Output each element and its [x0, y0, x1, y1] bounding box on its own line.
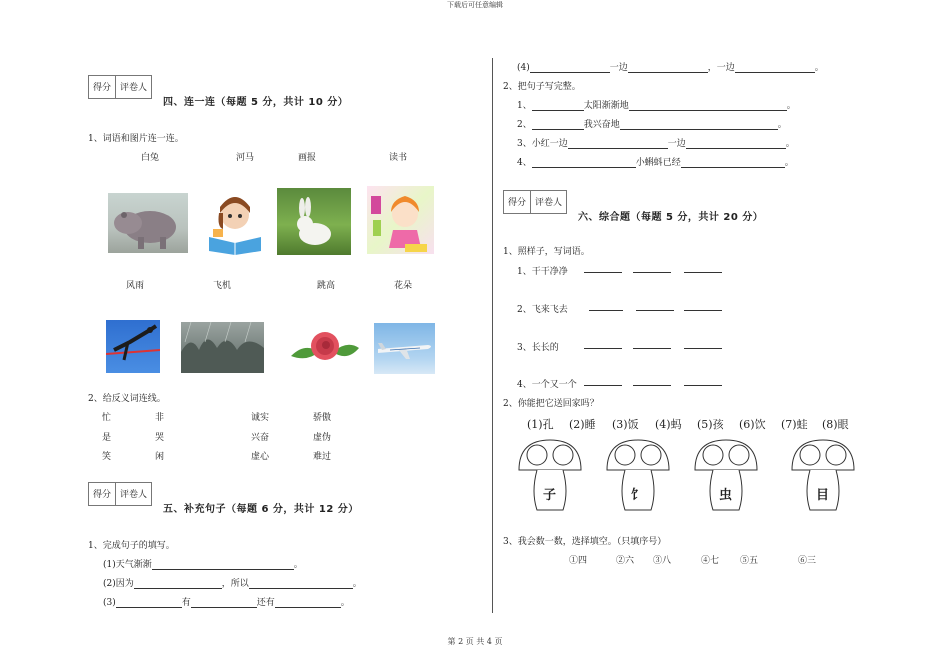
char-option: (6)饮	[739, 418, 766, 431]
sentence-2	[103, 576, 362, 589]
girl-reading-picture	[203, 193, 263, 255]
sentence-number: 4、	[517, 158, 532, 168]
mushroom-house[interactable]	[693, 436, 759, 512]
word-label: 白兔	[141, 153, 160, 163]
antonym-word: 兴奋	[251, 433, 270, 443]
reviewer-label: 评卷人	[535, 198, 563, 208]
question-text: 2、把句子写完整。	[503, 82, 581, 92]
column-divider	[492, 58, 493, 613]
answer-blank[interactable]	[532, 157, 636, 168]
word-label: 读书	[389, 153, 408, 163]
answer-blank[interactable]	[629, 100, 787, 111]
question-text: 1、完成句子的填写。	[88, 541, 175, 551]
example-word: 1、干干净净	[517, 267, 568, 277]
sentence-text: ，所以	[221, 579, 249, 589]
answer-blank[interactable]	[532, 100, 584, 111]
antonym-word: 骄傲	[313, 413, 332, 423]
header-note: 下载后可任意编辑	[447, 1, 503, 9]
sentence-text: ，一边	[707, 63, 735, 73]
answer-blank[interactable]	[249, 578, 353, 589]
answer-blank[interactable]	[134, 578, 222, 589]
airplane-picture	[374, 323, 435, 374]
question-text: 1、词语和图片连一连。	[88, 134, 184, 144]
sentence-text: (4)	[517, 63, 530, 73]
radical-char: 子	[543, 488, 557, 503]
reviewer-label: 评卷人	[120, 83, 148, 93]
complete-sentence-3	[517, 136, 795, 149]
sentence-text: 小红一边	[531, 139, 568, 149]
sentence-text: 一边	[667, 139, 686, 149]
answer-blank[interactable]	[532, 119, 584, 130]
answer-blank[interactable]	[584, 348, 622, 349]
answer-blank[interactable]	[735, 62, 815, 73]
question-text: 2、你能把它送回家吗？	[503, 399, 599, 409]
word-label: 飞机	[213, 281, 232, 291]
char-option: (3)饭	[612, 418, 639, 431]
antonym-word: 笑	[102, 452, 112, 462]
section-title: 四、连一连（每题 5 分，共计 10 分）	[163, 97, 349, 108]
radical-char: 饣	[631, 488, 645, 503]
answer-blank[interactable]	[633, 348, 671, 349]
score-box	[88, 482, 152, 506]
char-option: (2)睡	[569, 418, 596, 431]
radical-char: 虫	[719, 488, 733, 503]
antonym-word: 闲	[155, 452, 165, 462]
answer-blank[interactable]	[116, 597, 182, 608]
sentence-text: 。	[352, 579, 362, 589]
sentence-3	[103, 595, 350, 608]
sentence-text: 。	[293, 560, 303, 570]
count-option[interactable]: ②六	[616, 556, 635, 566]
example-word: 4、一个又一个	[517, 380, 577, 390]
example-word: 3、长长的	[517, 343, 559, 353]
sentence-number: 2、	[517, 120, 532, 130]
sentence-text: 小蝌蚪已经	[635, 158, 681, 168]
question-text: 1、照样子，写词语。	[503, 247, 590, 257]
count-option[interactable]: ④七	[701, 556, 720, 566]
answer-blank[interactable]	[191, 597, 257, 608]
answer-blank[interactable]	[275, 597, 341, 608]
sentence-1	[103, 557, 303, 570]
antonym-word: 虚心	[251, 452, 270, 462]
sentence-text: 。	[814, 63, 824, 73]
char-option: (5)孩	[697, 418, 724, 431]
complete-sentence-1	[517, 98, 796, 111]
sentence-4	[517, 60, 824, 73]
antonym-word: 难过	[313, 452, 332, 462]
radical-char: 目	[816, 488, 830, 503]
antonym-word: 诚实	[251, 413, 270, 423]
char-option: (1)孔	[527, 418, 554, 431]
score-label: 得分	[504, 191, 531, 213]
sentence-text: (1)天气渐渐	[103, 560, 152, 570]
count-option[interactable]: ⑤五	[740, 556, 759, 566]
sentence-text: 。	[777, 120, 787, 130]
answer-blank[interactable]	[636, 310, 674, 311]
word-label: 花朵	[394, 281, 413, 291]
sentence-text: 。	[786, 101, 796, 111]
mushroom-house[interactable]	[517, 436, 583, 512]
picture-book-picture	[367, 186, 434, 254]
char-option: (8)眼	[822, 418, 849, 431]
char-option: (7)蛙	[781, 418, 808, 431]
answer-blank[interactable]	[686, 138, 786, 149]
count-option[interactable]: ③八	[653, 556, 672, 566]
answer-blank[interactable]	[589, 310, 623, 311]
sentence-text: 有	[181, 598, 191, 608]
answer-blank[interactable]	[530, 62, 610, 73]
mushroom-house[interactable]	[790, 436, 856, 512]
antonym-word: 忙	[102, 413, 112, 423]
reviewer-label: 评卷人	[120, 490, 148, 500]
char-option: (4)蚂	[655, 418, 682, 431]
sentence-text: (3)	[103, 598, 116, 608]
score-label: 得分	[89, 483, 116, 505]
answer-blank[interactable]	[684, 310, 722, 311]
example-word: 2、飞来飞去	[517, 305, 568, 315]
score-box	[503, 190, 567, 214]
section-title: 六、综合题（每题 5 分，共计 20 分）	[578, 212, 764, 223]
mushroom-house[interactable]	[605, 436, 671, 512]
answer-blank[interactable]	[684, 348, 722, 349]
count-option[interactable]: ⑥三	[798, 556, 817, 566]
rabbit-picture	[277, 188, 351, 255]
answer-blank[interactable]	[628, 62, 708, 73]
high-jump-picture	[106, 320, 160, 373]
word-label: 风雨	[126, 281, 145, 291]
score-box	[88, 75, 152, 99]
answer-blank[interactable]	[568, 138, 668, 149]
score-label: 得分	[89, 76, 116, 98]
answer-blank[interactable]	[633, 272, 671, 273]
sentence-number: 1、	[517, 101, 532, 111]
antonym-word: 是	[102, 433, 112, 443]
antonym-word: 哭	[155, 433, 165, 443]
answer-blank[interactable]	[633, 385, 671, 386]
answer-blank[interactable]	[584, 385, 622, 386]
question-text: 3、我会数一数，选择填空。（只填序号）	[503, 537, 667, 547]
answer-blank[interactable]	[681, 157, 785, 168]
sentence-text: 。	[784, 158, 794, 168]
word-label: 跳高	[317, 281, 336, 291]
sentence-text: 。	[340, 598, 350, 608]
answer-blank[interactable]	[584, 272, 622, 273]
count-option[interactable]: ①四	[569, 556, 588, 566]
section-title: 五、补充句子（每题 6 分，共计 12 分）	[163, 504, 359, 515]
complete-sentence-2	[517, 117, 787, 130]
answer-blank[interactable]	[620, 119, 778, 130]
sentence-text: 我兴奋地	[583, 120, 620, 130]
answer-blank[interactable]	[684, 272, 722, 273]
antonym-word: 虚伪	[313, 433, 332, 443]
word-label: 画报	[298, 153, 317, 163]
question-text: 2、给反义词连线。	[88, 394, 166, 404]
antonym-word: 非	[155, 413, 165, 423]
sentence-text: 太阳渐渐地	[583, 101, 629, 111]
sentence-text: 一边	[609, 63, 628, 73]
answer-blank[interactable]	[684, 385, 722, 386]
hippo-picture	[108, 193, 188, 253]
page-footer: 第 2 页 共 4 页	[447, 637, 503, 646]
word-label: 河马	[236, 153, 255, 163]
answer-blank[interactable]	[152, 559, 294, 570]
wind-rain-picture	[181, 322, 264, 373]
sentence-text: 。	[785, 139, 795, 149]
sentence-number: 3、	[517, 139, 532, 149]
sentence-text: (2)因为	[103, 579, 134, 589]
complete-sentence-4	[517, 155, 794, 168]
sentence-text: 还有	[256, 598, 275, 608]
rose-picture	[285, 322, 362, 376]
